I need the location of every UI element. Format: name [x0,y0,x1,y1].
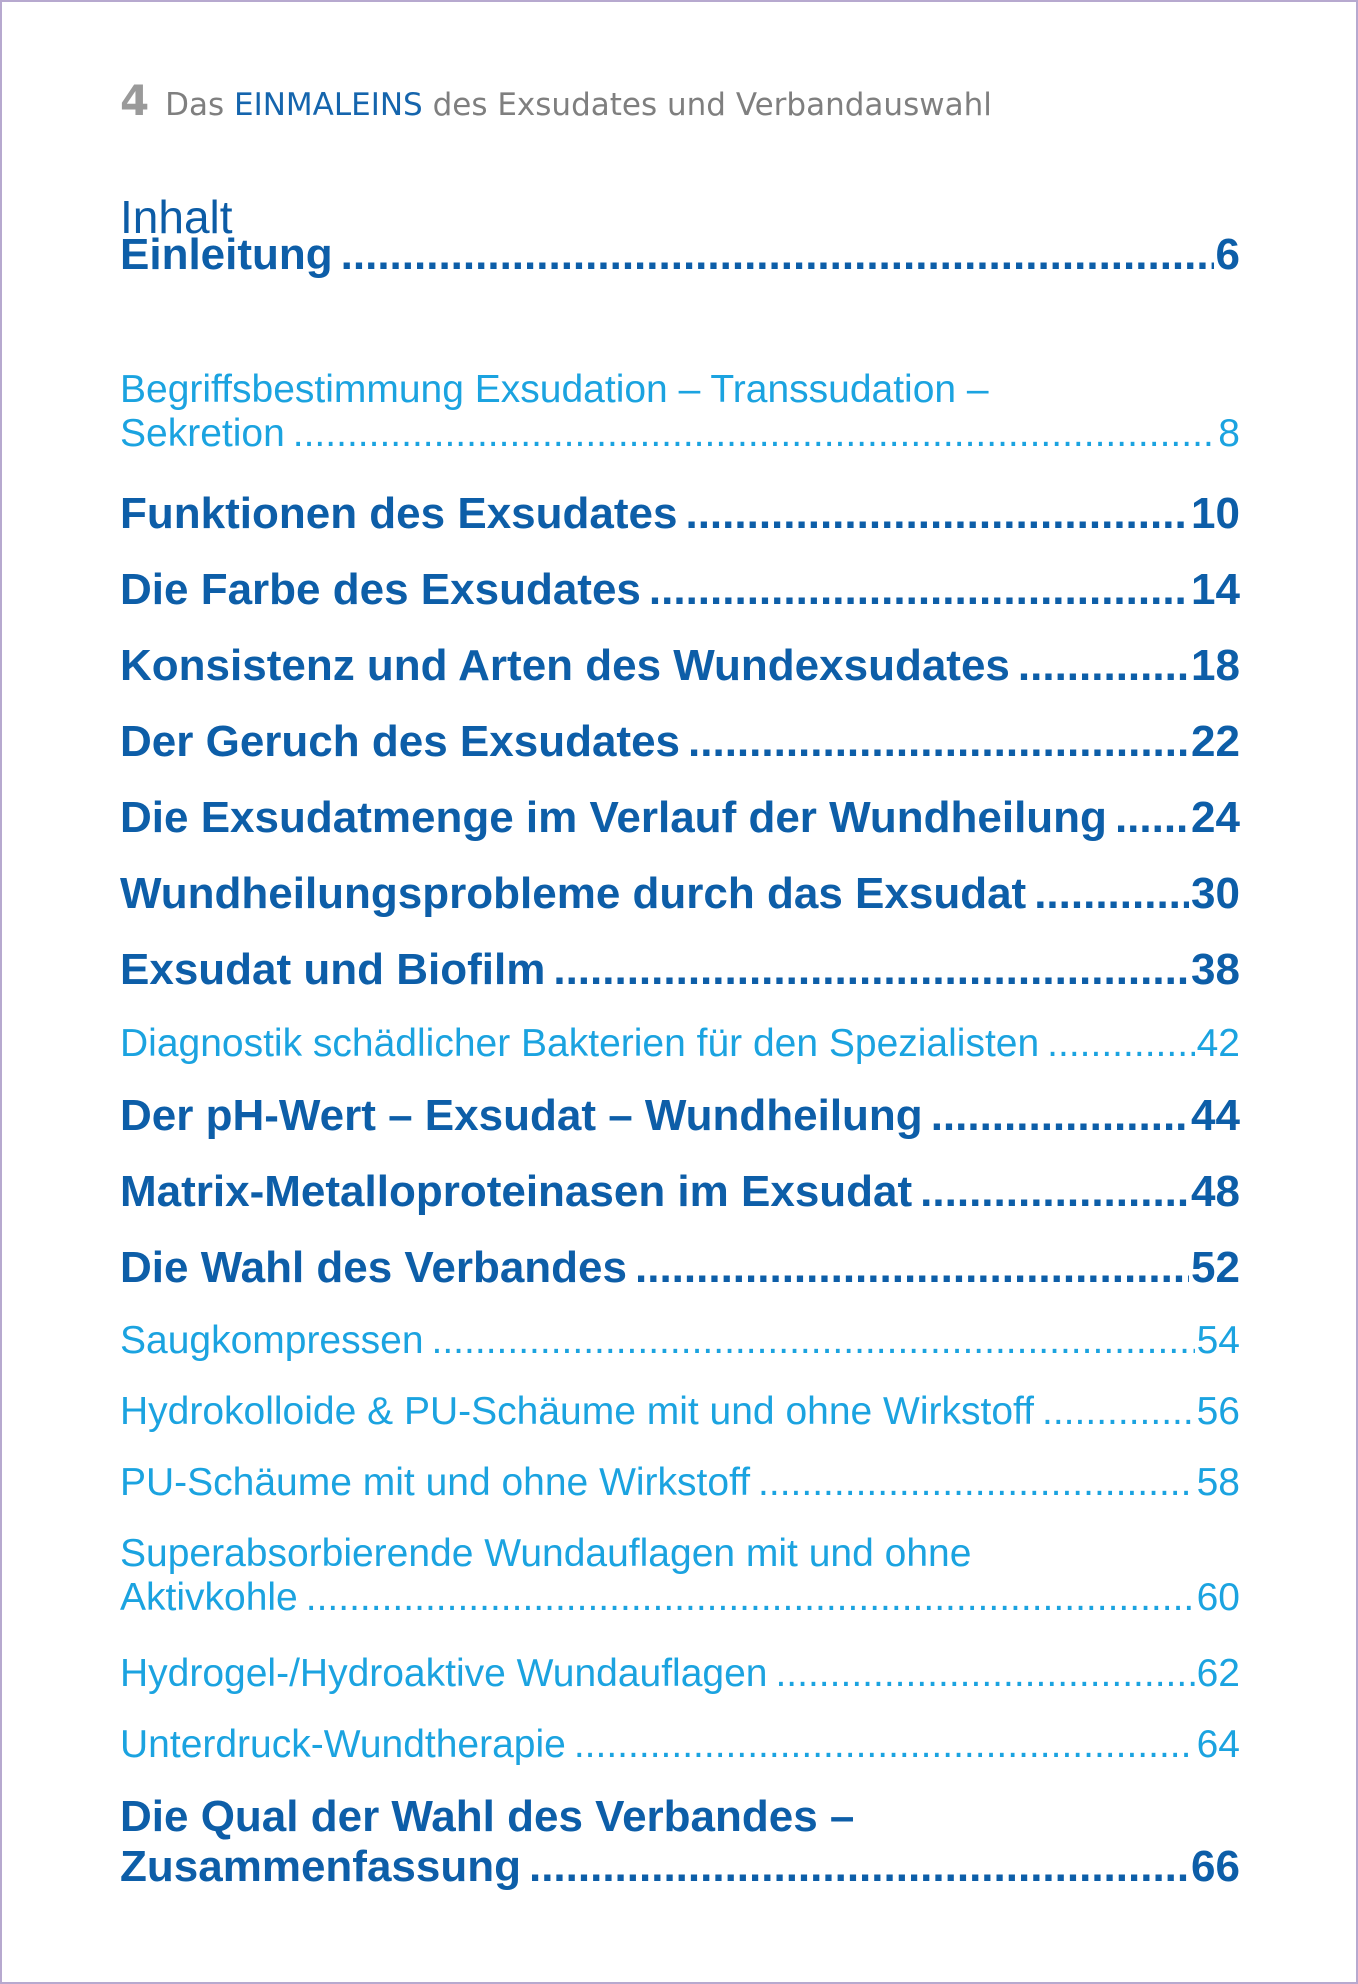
toc-entry[interactable] [120,641,1240,691]
toc-entry[interactable] [120,489,1240,539]
toc-entry-page: 10 [1191,489,1240,538]
toc-leader-dots [432,1319,1195,1363]
toc-leader-dots [688,717,1189,767]
toc-entry[interactable] [120,1792,1240,1892]
toc-entry[interactable] [120,1319,1240,1363]
toc-leader-dots [1115,793,1189,843]
running-head-accent: EINMALEINS [233,87,423,123]
toc-entry-page: 60 [1196,1576,1240,1619]
toc-entry[interactable] [120,1723,1240,1767]
toc-entry-title: PU-Schäume mit und ohne Wirkstoff [120,1461,751,1504]
toc-entry-page: 18 [1191,641,1240,690]
toc-entry-title: Diagnostik schädlicher Bakterien für den Spezialisten [120,1022,1040,1065]
running-head-pre: Das [165,87,225,123]
toc-entry-title: Aktivkohle [120,1576,298,1619]
toc-leader-dots [758,1461,1195,1505]
toc-entry[interactable] [120,793,1240,843]
toc-leader-dots [775,1652,1194,1696]
toc-entry[interactable] [120,1091,1240,1141]
toc-entry-title: Unterdruck-Wundtherapie [120,1723,566,1766]
toc-entry-title: Der Geruch des Exsudates [120,717,681,766]
page-number: 4 [120,76,150,125]
toc-entry[interactable] [120,1532,1240,1620]
toc-entry[interactable] [120,565,1240,615]
toc-entry-title-line1: Die Qual der Wahl des Verbandes – [120,1792,855,1841]
toc-entry-title: Hydrogel-/Hydroaktive Wundauflagen [120,1652,768,1695]
toc-entry-title: Der pH-Wert – Exsudat – Wundheilung [120,1091,923,1140]
toc-entry[interactable] [120,1390,1240,1434]
toc-leader-dots [1034,869,1189,919]
toc-entry-page: 52 [1191,1243,1240,1292]
toc-entry-page: 54 [1196,1319,1240,1362]
toc-leader-dots [1047,1022,1194,1066]
toc-entry-title: Matrix-Metalloproteinasen im Exsudat [120,1167,913,1216]
toc-entry[interactable] [120,1652,1240,1696]
toc-entry-title: Die Farbe des Exsudates [120,565,641,614]
toc-entry-title: Die Exsudatmenge im Verlauf der Wundheilung [120,793,1107,842]
toc-entry-title: Zusammenfassung [120,1842,521,1891]
toc-entry-title-line1: Begriffsbestimmung Exsudation – Transsudation – [120,368,989,411]
toc-entry-page: 56 [1196,1390,1240,1433]
toc-entry-title-line1: Superabsorbierende Wundauflagen mit und ohne [120,1532,972,1575]
toc-leader-dots [931,1091,1189,1141]
toc-entry-page: 44 [1191,1091,1240,1140]
toc-heading: Inhalt [120,191,233,243]
toc-entry[interactable] [120,1243,1240,1293]
toc-entry[interactable] [120,1461,1240,1505]
toc-entry-page: 42 [1196,1022,1240,1065]
toc-entry[interactable] [120,717,1240,767]
running-head-post: des Exsudates und Verbandauswahl [432,87,992,123]
toc-entry[interactable] [120,869,1240,919]
toc-entry-page: 64 [1196,1723,1240,1766]
toc-entry-title: Hydrokolloide & PU-Schäume mit und ohne Wirkstoff [120,1390,1035,1433]
toc-entry-page: 66 [1191,1842,1240,1891]
toc-entry-page: 24 [1191,793,1240,842]
toc-leader-dots [574,1723,1195,1767]
toc-leader-dots [920,1167,1189,1217]
toc-entry-page: 62 [1196,1652,1240,1695]
toc-entry-title: Die Wahl des Verbandes [120,1243,627,1292]
toc-entry[interactable] [120,945,1240,995]
toc-entry-title: Konsistenz und Arten des Wundexsudates [120,641,1010,690]
toc-entry[interactable] [120,1167,1240,1217]
toc-entry-page: 14 [1191,565,1240,614]
toc-leader-dots [341,230,1214,280]
toc-entry-page: 8 [1218,412,1240,455]
toc-entry-title: Funktionen des Exsudates [120,489,678,538]
toc-leader-dots [1018,641,1189,691]
toc-entry-title: Saugkompressen [120,1319,424,1362]
toc-entry-title: Einleitung [120,230,333,279]
running-head [120,76,992,125]
toc-leader-dots [685,489,1189,539]
toc-leader-dots [306,1576,1195,1620]
toc-leader-dots [293,412,1217,456]
toc-leader-dots [553,945,1189,995]
toc-entry[interactable] [120,1022,1240,1066]
toc-leader-dots [529,1842,1189,1892]
toc-entry-page: 22 [1191,717,1240,766]
toc-entry-page: 6 [1215,230,1240,279]
toc-entry-page: 48 [1191,1167,1240,1216]
toc-entry-title: Wundheilungsprobleme durch das Exsudat [120,869,1027,918]
toc-entry-title: Exsudat und Biofilm [120,945,546,994]
toc-leader-dots [649,565,1189,615]
toc-entry[interactable] [120,230,1240,280]
toc-entry-page: 30 [1191,869,1240,918]
toc-entry-title: Sekretion [120,412,285,455]
toc-entry-page: 58 [1196,1461,1240,1504]
toc-leader-dots [635,1243,1189,1293]
toc-entry-page: 38 [1191,945,1240,994]
toc-entry[interactable] [120,368,1240,456]
toc-leader-dots [1042,1390,1195,1434]
